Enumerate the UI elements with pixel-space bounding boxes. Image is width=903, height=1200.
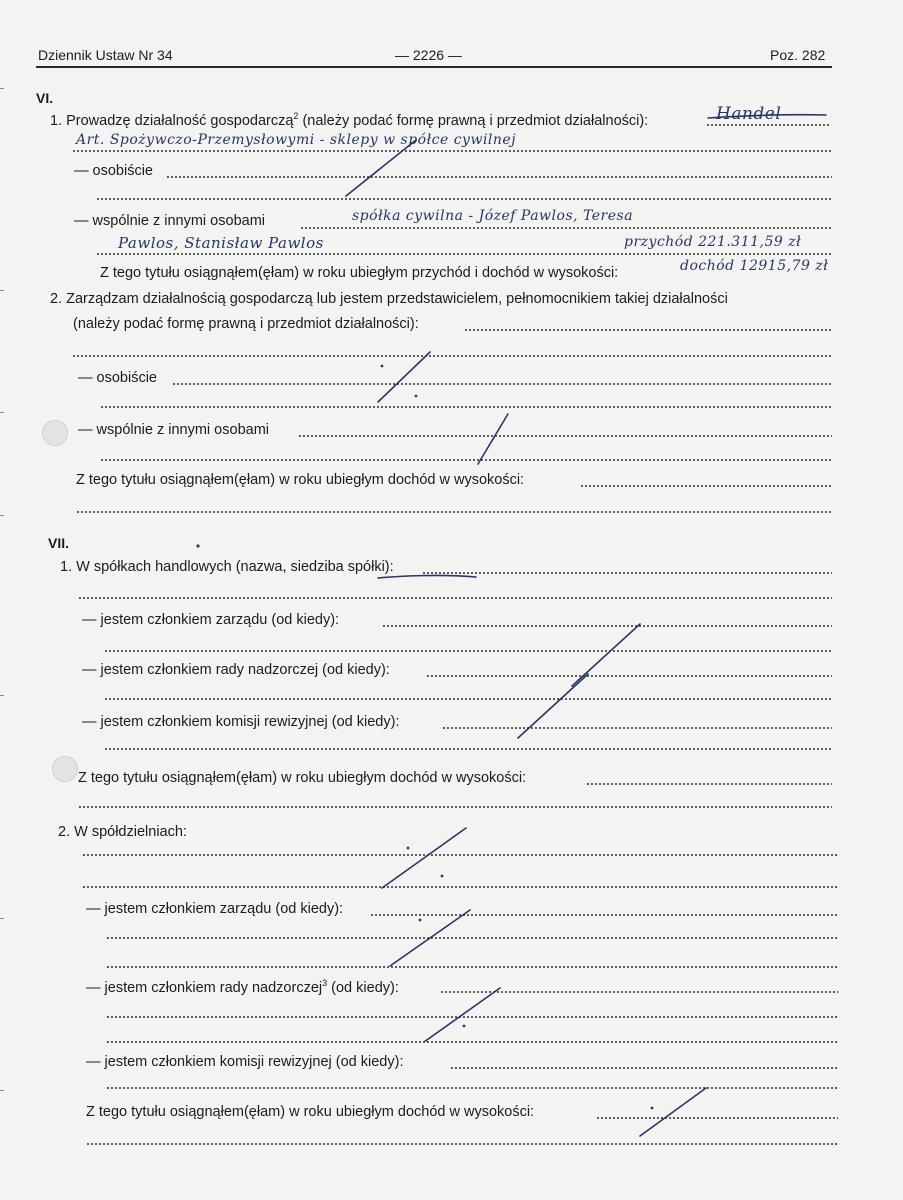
vii-item1-supervisory: — jestem członkiem rady nadzorczej (od kiedy): — [82, 662, 390, 678]
hw-cancel-stroke — [424, 988, 500, 1042]
vii-item2-supervisory: — jestem członkiem rady nadzorczej$^3$ (od kiedy): — [86, 978, 399, 996]
vii-item2-audit: — jestem członkiem komisji rewizyjnej (od kiedy): — [86, 1054, 404, 1070]
position-number: Poz. 282 — [770, 47, 826, 63]
vii-item1-board: — jestem członkiem zarządu (od kiedy): — [82, 612, 340, 628]
hw-partners: Pawlos, Stanisław Pawlos — [118, 234, 324, 252]
vi-item2-jointly: — wspólnie z innymi osobami — [78, 422, 269, 438]
hw-income: dochód 12915,79 zł — [680, 258, 829, 274]
vi-item2-label-cont: (należy podać formę prawną i przedmiot działalności): — [73, 316, 419, 332]
section-vi-title: VI. — [36, 90, 54, 106]
hw-cancel-stroke — [640, 1088, 706, 1136]
vi-item2-label: 2. Zarządzam działalnością gospodarczą lub jestem przedstawicielem, pełnomocnikiem takiej działalności — [50, 291, 728, 307]
hw-underline — [708, 115, 826, 118]
vi-item2-income-label: Z tego tytułu osiągnąłem(ęłam) w roku ubiegłym dochód w wysokości: — [76, 472, 525, 488]
vi-item1-personally: — osobiście — [74, 163, 153, 179]
vi-item1-income-label: Z tego tytułu osiągnąłem(ęłam) w roku ubiegłym przychód i dochód w wysokości: — [100, 265, 619, 281]
vii-item1-audit: — jestem członkiem komisji rewizyjnej (od kiedy): — [82, 714, 400, 730]
page-number: — 2226 — — [395, 47, 462, 63]
vii-item1-income-label: Z tego tytułu osiągnąłem(ęłam) w roku ubiegłym dochód w wysokości: — [78, 770, 527, 786]
hw-business-subject: Art. Spożywczo-Przemysłowymi - sklepy w spółce cywilnej — [76, 132, 517, 148]
vi-item2-personally: — osobiście — [78, 370, 157, 386]
hw-business-type: Handel — [716, 104, 782, 124]
hw-cancel-stroke — [378, 352, 430, 402]
vii-item2-label: 2. W spółdzielniach: — [58, 824, 187, 840]
hw-underline — [378, 575, 476, 578]
vii-item2-income-label: Z tego tytułu osiągnąłem(ęłam) w roku ubiegłym dochód w wysokości: — [86, 1104, 535, 1120]
vii-item1-label: 1. W spółkach handlowych (nazwa, siedziba spółki): — [60, 559, 394, 575]
hw-revenue: przychód 221.311,59 zł — [624, 234, 802, 250]
hw-cancel-stroke — [346, 140, 416, 196]
hw-cancel-stroke — [572, 624, 640, 686]
vi-item1-label: 1. Prowadzę działalność gospodarczą$^2$ (należy podać formę prawną i przedmiot działalności): — [50, 111, 649, 129]
hw-cancel-stroke — [518, 674, 588, 738]
vi-item1-jointly: — wspólnie z innymi osobami — [74, 213, 265, 229]
journal-title: Dziennik Ustaw Nr 34 — [38, 47, 173, 63]
vii-item2-board: — jestem członkiem zarządu (od kiedy): — [86, 901, 344, 917]
hw-cancel-stroke — [382, 828, 466, 888]
hw-cancel-stroke — [478, 414, 508, 464]
section-vii-title: VII. — [48, 535, 70, 551]
hw-cancel-stroke — [390, 910, 470, 966]
hw-partnership: spółka cywilna - Józef Pawlos, Teresa — [352, 208, 634, 224]
